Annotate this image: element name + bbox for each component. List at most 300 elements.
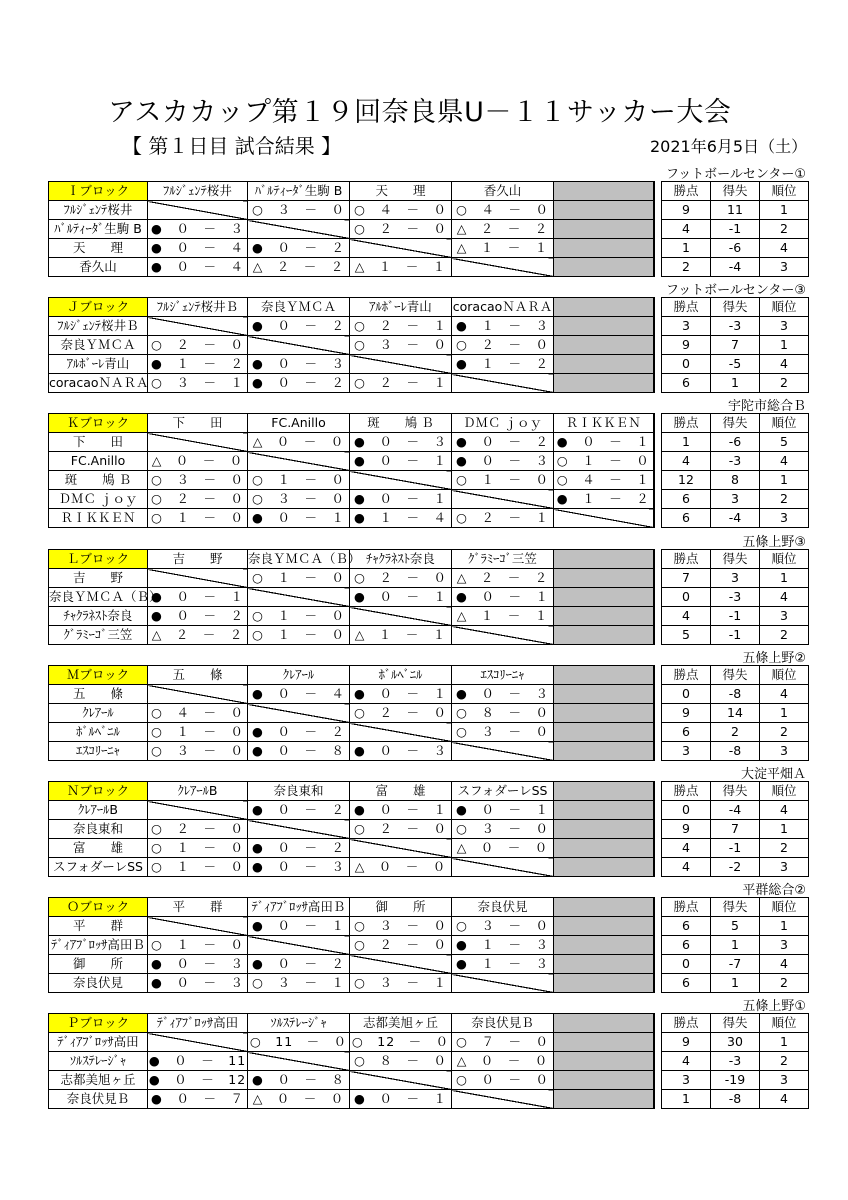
stat-header: 勝点	[662, 1014, 711, 1033]
block-table	[48, 897, 809, 993]
match-score: ● ０ － ２	[248, 239, 350, 258]
stat-header: 勝点	[662, 550, 711, 569]
column-team-header: 天 理	[350, 182, 452, 201]
column-team-header	[554, 666, 654, 685]
match-score: △ ２ － ２	[148, 626, 248, 645]
rank-value: 1	[760, 336, 809, 355]
match-score: ● １ － ３	[452, 936, 554, 955]
rank-value: 4	[760, 355, 809, 374]
page-title: アスカカップ第１９回奈良県U－１１サッカー大会	[108, 97, 732, 128]
column-separator	[654, 685, 662, 704]
self-match-cell	[350, 723, 452, 742]
row-team-name: 斑 鳩 Ｂ	[49, 471, 148, 490]
table-row	[49, 685, 809, 704]
match-score: ○ ３ － ０	[350, 917, 452, 936]
match-score: ● ０ － ２	[248, 801, 350, 820]
self-match-cell	[148, 433, 248, 452]
points-value: 6	[662, 936, 711, 955]
match-score: ● １ － ２	[452, 355, 554, 374]
match-score: ● ０ － １	[248, 509, 350, 528]
match-score: ● ０ － ２	[248, 723, 350, 742]
table-row	[49, 974, 809, 993]
column-separator	[654, 936, 662, 955]
column-separator	[654, 239, 662, 258]
self-match-cell	[350, 471, 452, 490]
page-subtitle: 【 第１日目 試合結果 】	[122, 134, 342, 158]
match-score: ○ １ － ０	[554, 452, 654, 471]
row-team-name: 五 條	[49, 685, 148, 704]
stat-header: 勝点	[662, 782, 711, 801]
venue-label: 五條上野②	[742, 651, 806, 666]
column-separator	[654, 820, 662, 839]
match-score: ● ０ － ２	[148, 607, 248, 626]
rank-value: 4	[760, 239, 809, 258]
stat-header: 順位	[760, 666, 809, 685]
block-name: Ｉブロック	[49, 182, 148, 201]
match-score: △ １ － １	[350, 626, 452, 645]
goal-diff-value: -1	[711, 626, 760, 645]
rank-value: 2	[760, 220, 809, 239]
column-separator	[654, 858, 662, 877]
match-score: △ ２ － ２	[452, 569, 554, 588]
match-score: ○ ４ － ０	[350, 201, 452, 220]
match-score: ○ ２ － １	[452, 509, 554, 528]
empty-cell	[554, 917, 654, 936]
match-score: ○ ３ － ０	[452, 917, 554, 936]
match-score: ● １ － ２	[148, 355, 248, 374]
stat-header: 得失	[711, 298, 760, 317]
column-separator	[654, 182, 662, 201]
column-separator	[654, 336, 662, 355]
column-separator	[654, 607, 662, 626]
match-score: ○ ２ － ０	[350, 704, 452, 723]
row-team-name: 志都美旭ヶ丘	[49, 1071, 148, 1090]
points-value: 0	[662, 355, 711, 374]
match-score: ○ １ － ０	[248, 569, 350, 588]
empty-cell	[554, 355, 654, 374]
column-team-header: ﾌﾙｼﾞｪﾝﾃ桜井	[148, 182, 248, 201]
column-separator	[654, 839, 662, 858]
points-value: 9	[662, 820, 711, 839]
goal-diff-value: -4	[711, 801, 760, 820]
row-team-name: スフォダーレSS	[49, 858, 148, 877]
match-score: ○ ３ － １	[148, 374, 248, 393]
match-score: ○ ２ － ０	[148, 336, 248, 355]
points-value: 0	[662, 801, 711, 820]
goal-diff-value: -1	[711, 839, 760, 858]
self-match-cell	[148, 917, 248, 936]
column-team-header: ｸﾚｱｰﾙ	[248, 666, 350, 685]
row-team-name: 吉 野	[49, 569, 148, 588]
column-team-header: 香久山	[452, 182, 554, 201]
match-score: ○ ２ － ０	[350, 569, 452, 588]
stat-header: 順位	[760, 1014, 809, 1033]
match-score: ○ ２ － １	[350, 374, 452, 393]
match-score: ● ０ － ３	[452, 685, 554, 704]
match-score: ○ ２ － ０	[350, 220, 452, 239]
self-match-cell	[452, 742, 554, 761]
empty-cell	[554, 839, 654, 858]
table-row	[49, 569, 809, 588]
self-match-cell	[148, 801, 248, 820]
goal-diff-value: -3	[711, 452, 760, 471]
stat-header: 得失	[711, 1014, 760, 1033]
column-separator	[654, 317, 662, 336]
table-row	[49, 1052, 809, 1071]
match-score: ● ０ － ３	[248, 355, 350, 374]
points-value: 7	[662, 569, 711, 588]
goal-diff-value: 1	[711, 374, 760, 393]
self-match-cell	[452, 626, 554, 645]
column-team-header: ｸﾚｱｰﾙB	[148, 782, 248, 801]
self-match-cell	[350, 355, 452, 374]
empty-cell	[554, 955, 654, 974]
table-row	[49, 1071, 809, 1090]
block-header-row	[49, 666, 809, 685]
block-header-row	[49, 414, 809, 433]
empty-cell	[554, 569, 654, 588]
column-separator	[654, 723, 662, 742]
points-value: 0	[662, 685, 711, 704]
row-team-name: ｴｽｺﾘｰﾆｬ	[49, 742, 148, 761]
match-score: ○ 12 － ０	[350, 1033, 452, 1052]
column-separator	[654, 414, 662, 433]
table-row	[49, 626, 809, 645]
column-separator	[654, 355, 662, 374]
match-score: ● ０ － ３	[148, 974, 248, 993]
match-score: ○ １ － ０	[148, 509, 248, 528]
points-value: 6	[662, 723, 711, 742]
goal-diff-value: 1	[711, 936, 760, 955]
empty-cell	[554, 820, 654, 839]
self-match-cell	[148, 685, 248, 704]
empty-cell	[554, 704, 654, 723]
points-value: 6	[662, 917, 711, 936]
block-name: Ｎブロック	[49, 782, 148, 801]
column-separator	[654, 201, 662, 220]
self-match-cell	[350, 239, 452, 258]
column-team-header: ﾎﾞﾙﾍﾞﾆﾙ	[350, 666, 452, 685]
table-row	[49, 858, 809, 877]
match-score: ○ ８ － ０	[350, 1052, 452, 1071]
empty-cell	[554, 374, 654, 393]
row-team-name: 平 群	[49, 917, 148, 936]
column-separator	[654, 452, 662, 471]
self-match-cell	[452, 258, 554, 277]
column-team-header: ﾌﾙｼﾞｪﾝﾃ桜井Ｂ	[148, 298, 248, 317]
column-team-header: FC.Anillo	[248, 414, 350, 433]
match-score: △ ０ － ０	[350, 858, 452, 877]
column-separator	[654, 974, 662, 993]
column-separator	[654, 569, 662, 588]
column-team-header: 平 群	[148, 898, 248, 917]
empty-cell	[554, 974, 654, 993]
table-row	[49, 220, 809, 239]
stat-header: 得失	[711, 782, 760, 801]
rank-value: 4	[760, 588, 809, 607]
stat-header: 順位	[760, 298, 809, 317]
points-value: 1	[662, 239, 711, 258]
match-score: ● ０ － ３	[350, 433, 452, 452]
rank-value: 3	[760, 509, 809, 528]
rank-value: 1	[760, 820, 809, 839]
points-value: 3	[662, 742, 711, 761]
goal-diff-value: -4	[711, 509, 760, 528]
self-match-cell	[248, 452, 350, 471]
goal-diff-value: -8	[711, 1090, 760, 1109]
match-score: ○ ２ － ０	[148, 490, 248, 509]
match-score: ○ ２ － ０	[148, 820, 248, 839]
stat-header: 勝点	[662, 414, 711, 433]
rank-value: 1	[760, 1033, 809, 1052]
empty-cell	[554, 723, 654, 742]
match-score: △ １ － １	[452, 607, 554, 626]
empty-cell	[554, 588, 654, 607]
match-score: ○ ２ － ０	[350, 820, 452, 839]
match-score: △ ０ － ０	[452, 839, 554, 858]
row-team-name: 御 所	[49, 955, 148, 974]
stat-header: 勝点	[662, 666, 711, 685]
row-team-name: ｸﾚｱｰﾙ	[49, 704, 148, 723]
match-score: △ １ － １	[452, 239, 554, 258]
table-row	[49, 801, 809, 820]
points-value: 4	[662, 1052, 711, 1071]
match-score: ● ０ － ２	[452, 433, 554, 452]
match-score: ● ０ － ３	[148, 955, 248, 974]
table-row	[49, 955, 809, 974]
goal-diff-value: 30	[711, 1033, 760, 1052]
match-score: ○ ０ － ０	[452, 1071, 554, 1090]
column-team-header: ｱﾙﾎﾞｰﾚ青山	[350, 298, 452, 317]
points-value: 6	[662, 974, 711, 993]
rank-value: 2	[760, 374, 809, 393]
self-match-cell	[148, 201, 248, 220]
stat-header: 得失	[711, 182, 760, 201]
column-team-header	[554, 1014, 654, 1033]
row-team-name: ﾃﾞｨｱﾌﾞﾛｯｻ高田Ｂ	[49, 936, 148, 955]
row-team-name: ｸﾚｱｰﾙB	[49, 801, 148, 820]
match-score: ○ ４ － １	[554, 471, 654, 490]
match-score: ○ １ － ０	[248, 471, 350, 490]
match-score: ○ ２ － ０	[452, 336, 554, 355]
goal-diff-value: -19	[711, 1071, 760, 1090]
column-separator	[654, 258, 662, 277]
table-row	[49, 839, 809, 858]
column-team-header: 斑 鳩 Ｂ	[350, 414, 452, 433]
row-team-name: 富 雄	[49, 839, 148, 858]
stat-header: 順位	[760, 898, 809, 917]
match-score: △ ２ － ２	[452, 220, 554, 239]
column-team-header: ｸﾞﾗﾐｰｺﾞ三笠	[452, 550, 554, 569]
table-row	[49, 355, 809, 374]
match-score: ● ０ － 11	[148, 1052, 248, 1071]
column-team-header: 五 條	[148, 666, 248, 685]
points-value: 4	[662, 839, 711, 858]
goal-diff-value: -7	[711, 955, 760, 974]
goal-diff-value: -1	[711, 607, 760, 626]
venue-label: フットボールセンター③	[666, 283, 806, 298]
column-team-header: 吉 野	[148, 550, 248, 569]
match-score: ● ０ － １	[452, 801, 554, 820]
match-score: ○ １ － ０	[148, 936, 248, 955]
match-score: ○ ８ － ０	[452, 704, 554, 723]
block-name: Ｏブロック	[49, 898, 148, 917]
column-separator	[654, 898, 662, 917]
table-row	[49, 723, 809, 742]
match-score: ○ 11 － ０	[248, 1033, 350, 1052]
venue-label: 大淀平畑Ａ	[740, 767, 806, 782]
match-score: ● １ － ３	[452, 317, 554, 336]
block-name: Ｐブロック	[49, 1014, 148, 1033]
block-table	[48, 297, 809, 393]
points-value: 4	[662, 607, 711, 626]
stat-header: 得失	[711, 550, 760, 569]
goal-diff-value: -2	[711, 858, 760, 877]
table-row	[49, 336, 809, 355]
match-score: ● ０ － ３	[350, 742, 452, 761]
empty-cell	[554, 1052, 654, 1071]
points-value: 6	[662, 374, 711, 393]
rank-value: 3	[760, 258, 809, 277]
goal-diff-value: 3	[711, 569, 760, 588]
self-match-cell	[452, 374, 554, 393]
table-row	[49, 820, 809, 839]
empty-cell	[554, 801, 654, 820]
table-row	[49, 936, 809, 955]
column-separator	[654, 1014, 662, 1033]
stat-header: 得失	[711, 898, 760, 917]
match-score: ● ０ － ２	[248, 317, 350, 336]
venue-label: 五條上野③	[742, 535, 806, 550]
points-value: 4	[662, 858, 711, 877]
rank-value: 2	[760, 626, 809, 645]
self-match-cell	[248, 220, 350, 239]
rank-value: 4	[760, 801, 809, 820]
goal-diff-value: -8	[711, 742, 760, 761]
table-row	[49, 258, 809, 277]
match-score: ○ ３ － ０	[248, 490, 350, 509]
self-match-cell	[554, 509, 654, 528]
goal-diff-value: 7	[711, 820, 760, 839]
match-score: ● ０ － １	[350, 490, 452, 509]
table-row	[49, 433, 809, 452]
row-team-name: 下 田	[49, 433, 148, 452]
row-team-name: ﾃﾞｨｱﾌﾞﾛｯｻ高田	[49, 1033, 148, 1052]
points-value: 9	[662, 336, 711, 355]
block-header-row	[49, 298, 809, 317]
table-row	[49, 509, 809, 528]
column-team-header: ＲＩＫＫＥＮ	[554, 414, 654, 433]
rank-value: 2	[760, 839, 809, 858]
column-team-header: 志都美旭ヶ丘	[350, 1014, 452, 1033]
match-score: ● ０ － ４	[248, 685, 350, 704]
row-team-name: ﾁｬｸﾗﾈｽﾄ奈良	[49, 607, 148, 626]
venue-label: 五條上野①	[742, 999, 806, 1014]
table-row	[49, 201, 809, 220]
rank-value: 4	[760, 685, 809, 704]
column-team-header: ｿﾙｽﾃﾚｰｼﾞｬ	[248, 1014, 350, 1033]
empty-cell	[554, 936, 654, 955]
match-score: ○ １ － ０	[148, 858, 248, 877]
self-match-cell	[452, 858, 554, 877]
goal-diff-value: -3	[711, 317, 760, 336]
block-header-row	[49, 782, 809, 801]
rank-value: 3	[760, 858, 809, 877]
match-score: ● ０ － １	[248, 917, 350, 936]
row-team-name: 奈良伏見Ｂ	[49, 1090, 148, 1109]
empty-cell	[554, 607, 654, 626]
goal-diff-value: -1	[711, 220, 760, 239]
column-separator	[654, 490, 662, 509]
empty-cell	[554, 220, 654, 239]
rank-value: 4	[760, 1090, 809, 1109]
column-separator	[654, 374, 662, 393]
match-score: ● ０ － ３	[452, 452, 554, 471]
column-separator	[654, 433, 662, 452]
column-team-header	[554, 298, 654, 317]
empty-cell	[554, 742, 654, 761]
match-score: ● １ － ２	[554, 490, 654, 509]
row-team-name: ＤＭＣ ｊｏｙ	[49, 490, 148, 509]
block-name: Ｌブロック	[49, 550, 148, 569]
goal-diff-value: 8	[711, 471, 760, 490]
match-score: ○ ２ － １	[350, 317, 452, 336]
column-team-header	[554, 898, 654, 917]
goal-diff-value: -4	[711, 258, 760, 277]
table-row	[49, 1090, 809, 1109]
venue-label: 平群総合②	[742, 883, 806, 898]
column-separator	[654, 1090, 662, 1109]
block-header-row	[49, 550, 809, 569]
stat-header: 勝点	[662, 898, 711, 917]
goal-diff-value: 2	[711, 723, 760, 742]
column-team-header	[554, 782, 654, 801]
match-score: △ ２ － ２	[248, 258, 350, 277]
match-score: ● ０ － １	[350, 801, 452, 820]
empty-cell	[554, 626, 654, 645]
column-separator	[654, 220, 662, 239]
column-separator	[654, 626, 662, 645]
match-score: ● １ － ３	[452, 955, 554, 974]
goal-diff-value: 5	[711, 917, 760, 936]
points-value: 12	[662, 471, 711, 490]
self-match-cell	[148, 317, 248, 336]
table-row	[49, 704, 809, 723]
block-table	[48, 781, 809, 877]
table-row	[49, 317, 809, 336]
match-score: ● ０ － ８	[248, 1071, 350, 1090]
self-match-cell	[350, 607, 452, 626]
table-row	[49, 1033, 809, 1052]
row-team-name: ｿﾙｽﾃﾚｰｼﾞｬ	[49, 1052, 148, 1071]
stat-header: 勝点	[662, 298, 711, 317]
points-value: 6	[662, 490, 711, 509]
empty-cell	[554, 1033, 654, 1052]
table-row	[49, 490, 809, 509]
venue-label: 宇陀市総合Ｂ	[727, 399, 806, 414]
points-value: 1	[662, 1090, 711, 1109]
points-value: 2	[662, 258, 711, 277]
column-separator	[654, 704, 662, 723]
goal-diff-value: 3	[711, 490, 760, 509]
block-header-row	[49, 898, 809, 917]
match-score: ● ０ － １	[350, 685, 452, 704]
match-score: ● ０ － ２	[248, 374, 350, 393]
goal-diff-value: 1	[711, 974, 760, 993]
table-row	[49, 452, 809, 471]
row-team-name: 奈良ＹＭＣＡ	[49, 336, 148, 355]
self-match-cell	[452, 974, 554, 993]
